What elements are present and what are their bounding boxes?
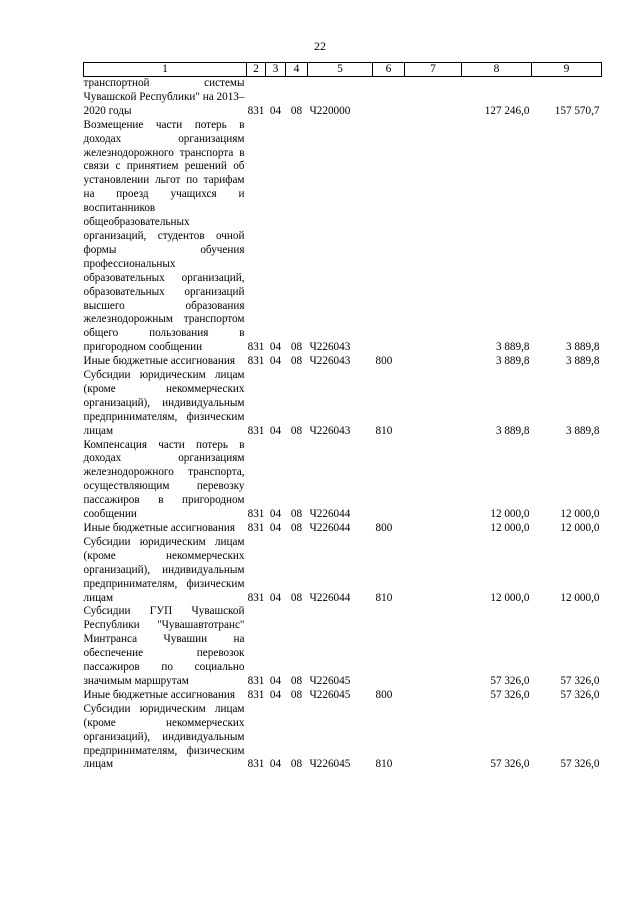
ministry-code: 831 — [247, 341, 265, 354]
ministry-code: 831 — [247, 674, 265, 687]
amount-col-9: 3 889,8 — [565, 341, 600, 354]
section-code: 04 — [269, 688, 282, 701]
amount-col-9: 12 000,0 — [560, 522, 600, 534]
column-7-value — [405, 439, 462, 522]
subsection-code: 08 — [290, 508, 303, 521]
column-7-value — [405, 369, 462, 439]
ministry-code: 831 — [247, 508, 265, 521]
ministry-code: 831 — [247, 355, 265, 368]
table-row — [84, 77, 602, 119]
amount-col-8: 12 000,0 — [490, 508, 530, 521]
expense-type-code — [373, 439, 405, 522]
ministry-code: 831 — [247, 758, 265, 771]
ministry-code: 831 — [247, 104, 265, 117]
row-description: Субсидии юридическим лицам (кроме некоммерческих организаций), индивидуальным предпринимателям, физическим лицам — [83, 369, 245, 437]
column-header: 1 — [84, 63, 247, 77]
row-description: Иные бюджетные ассигнования — [83, 688, 235, 701]
table-row — [84, 703, 602, 773]
section-code: 04 — [269, 522, 282, 534]
amount-col-9: 57 326,0 — [560, 758, 600, 771]
expense-type-code: 810 — [375, 424, 393, 437]
target-article-code: Ч226044 — [309, 522, 351, 534]
table-row — [84, 536, 602, 606]
section-code: 04 — [269, 355, 282, 368]
subsection-code: 08 — [290, 758, 303, 771]
row-description: Субсидии юридическим лицам (кроме некоммерческих организаций), индивидуальным предпринимателям, физическим лицам — [83, 702, 245, 771]
ministry-code: 831 — [247, 424, 265, 437]
table-row — [84, 369, 602, 439]
section-code: 04 — [269, 758, 282, 771]
column-7-value — [405, 522, 462, 536]
subsection-code: 08 — [290, 674, 303, 687]
column-7-value — [405, 77, 462, 119]
expense-type-code: 800 — [375, 355, 393, 368]
expense-type-code — [373, 605, 405, 688]
target-article-code: Ч226044 — [309, 508, 351, 521]
column-header: 3 — [266, 63, 286, 77]
amount-col-8: 57 326,0 — [490, 758, 530, 771]
row-description: транспортной системы Чувашской Республики" на 2013–2020 годы — [83, 77, 245, 117]
target-article-code: Ч226045 — [309, 688, 351, 701]
amount-col-9: 157 570,7 — [554, 104, 600, 117]
column-7-value — [405, 355, 462, 369]
table-row — [84, 119, 602, 355]
amount-col-9: 12 000,0 — [560, 591, 600, 604]
target-article-code: Ч226043 — [309, 355, 351, 368]
table-row — [84, 355, 602, 369]
amount-col-9: 57 326,0 — [560, 674, 600, 687]
subsection-code: 08 — [290, 522, 303, 534]
row-description: Субсидии юридическим лицам (кроме некоммерческих организаций), индивидуальным предпринимателям, физическим лицам — [83, 535, 245, 604]
section-code: 04 — [269, 104, 282, 117]
subsection-code: 08 — [290, 591, 303, 604]
column-7-value — [405, 703, 462, 773]
column-header: 7 — [405, 63, 462, 77]
column-7-value — [405, 605, 462, 688]
amount-col-8: 3 889,8 — [495, 355, 530, 368]
amount-col-8: 3 889,8 — [495, 424, 530, 437]
column-header: 2 — [247, 63, 266, 77]
header-row — [84, 63, 602, 77]
amount-col-9: 57 326,0 — [560, 688, 600, 701]
expense-type-code: 800 — [375, 522, 393, 534]
column-7-value — [405, 119, 462, 355]
column-header: 9 — [532, 63, 602, 77]
expense-type-code: 810 — [375, 591, 393, 604]
amount-col-9: 3 889,8 — [565, 355, 600, 368]
section-code: 04 — [269, 674, 282, 687]
table-row — [84, 605, 602, 688]
amount-col-9: 12 000,0 — [560, 508, 600, 521]
ministry-code: 831 — [247, 522, 265, 534]
ministry-code: 831 — [247, 591, 265, 604]
row-description: Возмещение части потерь в доходах организациям железнодорожного транспорта в связи с принятием решений об установлении льгот по тарифам на проезд учащихся и воспитанников общеобразовательных организаций, студентов очной формы обучения профессиональных образовательных организаций, образовательных организаций высшего образования железнодорожным транспортом общего пользования в пригородном сообщении — [83, 118, 245, 354]
row-description: Субсидии ГУП Чувашской Республики "Чувашавтотранс" Минтранса Чувашии на обеспечение перевозок пассажиров по социально значимым маршрутам — [83, 605, 245, 687]
expense-type-code — [373, 77, 405, 119]
amount-col-9: 3 889,8 — [565, 424, 600, 437]
expense-type-code — [373, 119, 405, 355]
column-header: 5 — [308, 63, 373, 77]
column-7-value — [405, 689, 462, 703]
section-code: 04 — [269, 341, 282, 354]
expense-type-code: 800 — [375, 688, 393, 701]
expense-type-code: 810 — [375, 758, 393, 771]
table-row — [84, 439, 602, 522]
amount-col-8: 12 000,0 — [490, 522, 530, 534]
target-article-code: Ч226045 — [309, 758, 351, 771]
subsection-code: 08 — [290, 424, 303, 437]
subsection-code: 08 — [290, 104, 303, 117]
section-code: 04 — [269, 508, 282, 521]
amount-col-8: 3 889,8 — [495, 341, 530, 354]
budget-table — [83, 62, 602, 772]
subsection-code: 08 — [290, 688, 303, 701]
amount-col-8: 57 326,0 — [490, 674, 530, 687]
row-description: Компенсация части потерь в доходах организациям железнодорожного транспорта, осуществляющим перевозку пассажиров в пригородном сообщении — [83, 438, 245, 521]
subsection-code: 08 — [290, 341, 303, 354]
section-code: 04 — [269, 591, 282, 604]
ministry-code: 831 — [247, 688, 265, 701]
target-article-code: Ч226045 — [309, 674, 351, 687]
page-number: 22 — [314, 39, 326, 53]
amount-col-8: 57 326,0 — [490, 688, 530, 701]
amount-col-8: 12 000,0 — [490, 591, 530, 604]
target-article-code: Ч226043 — [309, 341, 351, 354]
subsection-code: 08 — [290, 355, 303, 368]
row-description: Иные бюджетные ассигнования — [83, 355, 235, 368]
table-row — [84, 689, 602, 703]
column-header: 4 — [286, 63, 308, 77]
section-code: 04 — [269, 424, 282, 437]
column-7-value — [405, 536, 462, 606]
target-article-code: Ч226043 — [309, 424, 351, 437]
target-article-code: Ч220000 — [309, 104, 351, 117]
target-article-code: Ч226044 — [309, 591, 351, 604]
table-row — [84, 522, 602, 536]
column-header: 8 — [462, 63, 532, 77]
amount-col-8: 127 246,0 — [484, 104, 530, 117]
column-header: 6 — [373, 63, 405, 77]
row-description: Иные бюджетные ассигнования — [83, 522, 235, 534]
